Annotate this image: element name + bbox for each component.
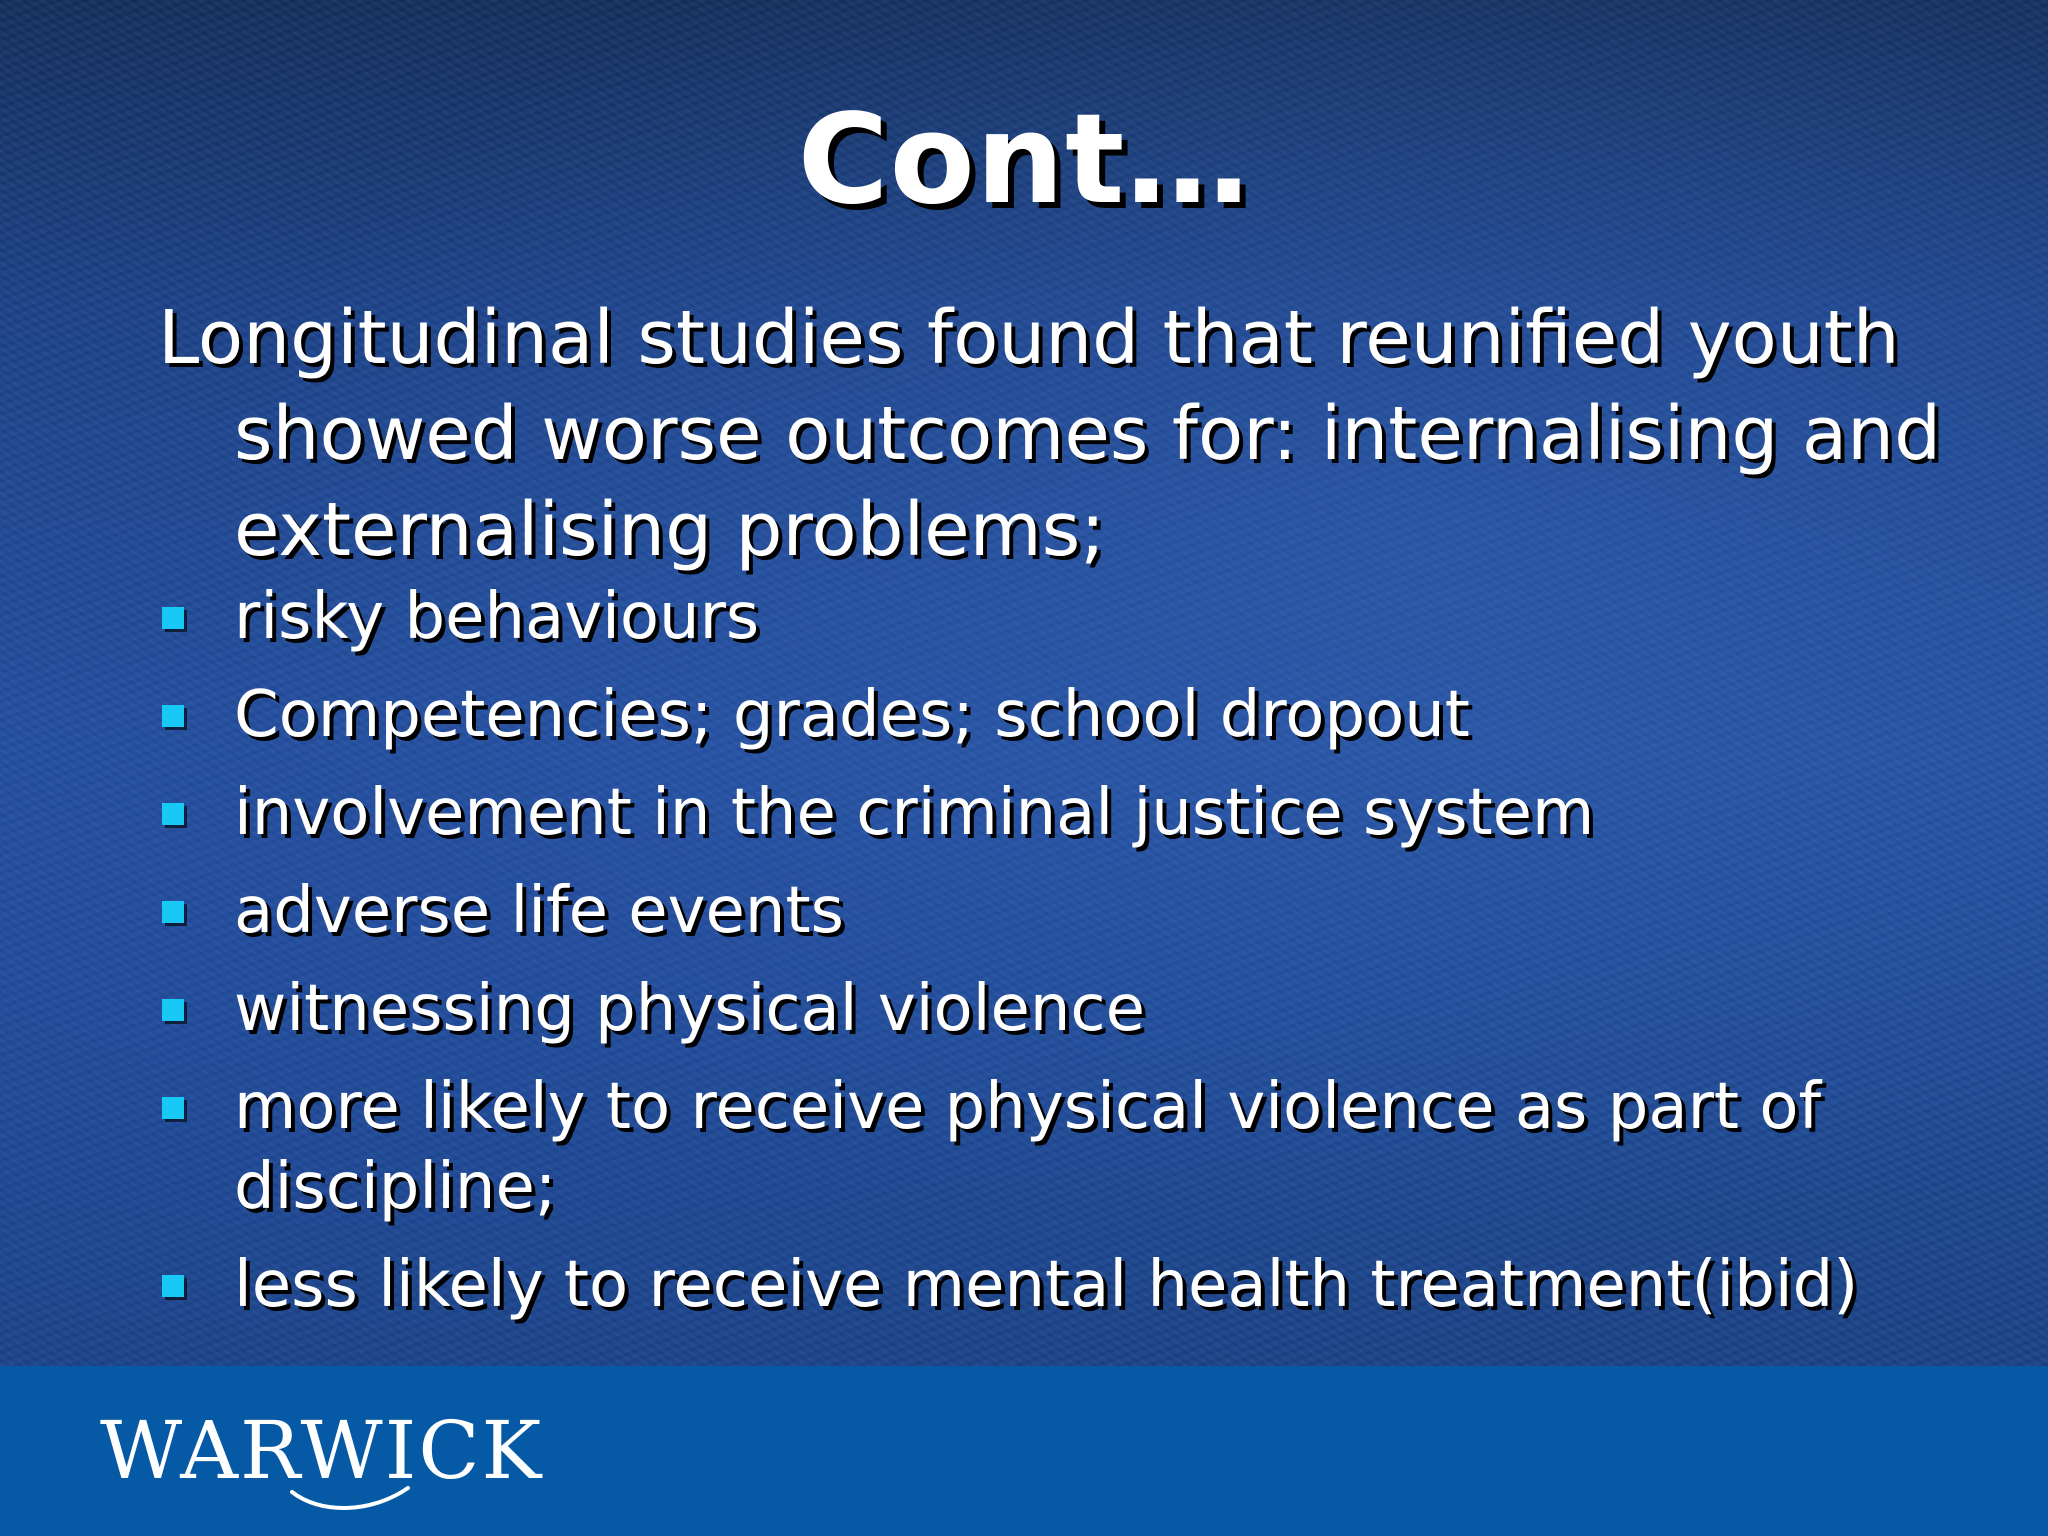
bullet-text: involvement in the criminal justice system: [234, 776, 1595, 850]
bullet-item: [158, 675, 1938, 755]
square-bullet-icon: [162, 1097, 184, 1119]
square-bullet-icon: [162, 803, 184, 825]
bullet-text: risky behaviours: [234, 580, 760, 654]
square-bullet-icon: [162, 901, 184, 923]
bullet-text: more likely to receive physical violence as part of discipline;: [234, 1070, 1821, 1224]
square-bullet-icon: [162, 999, 184, 1021]
bullet-item: [158, 1245, 1938, 1325]
logo-swoosh-icon: [290, 1484, 410, 1514]
bullet-item: [158, 577, 1938, 657]
lead-paragraph: Longitudinal studies found that reunified youth showed worse outcomes for: internalising and externalising problems;: [158, 295, 1942, 573]
bullet-text: Competencies; grades; school dropout: [234, 678, 1470, 752]
slide-title: Cont…: [797, 88, 1251, 232]
square-bullet-icon: [162, 607, 184, 629]
bullet-item: [158, 1067, 1938, 1227]
bullet-list: [158, 577, 1938, 1343]
bullet-item: [158, 969, 1938, 1049]
square-bullet-icon: [162, 1275, 184, 1297]
bullet-text: adverse life events: [234, 874, 844, 948]
footer-bar: [0, 1366, 2048, 1536]
bullet-item: [158, 773, 1938, 853]
warwick-logo: WARWICK: [100, 1404, 544, 1497]
bullet-text: less likely to receive mental health treatment(ibid): [234, 1248, 1859, 1322]
bullet-text: witnessing physical violence: [234, 972, 1145, 1046]
square-bullet-icon: [162, 705, 184, 727]
bullet-item: [158, 871, 1938, 951]
